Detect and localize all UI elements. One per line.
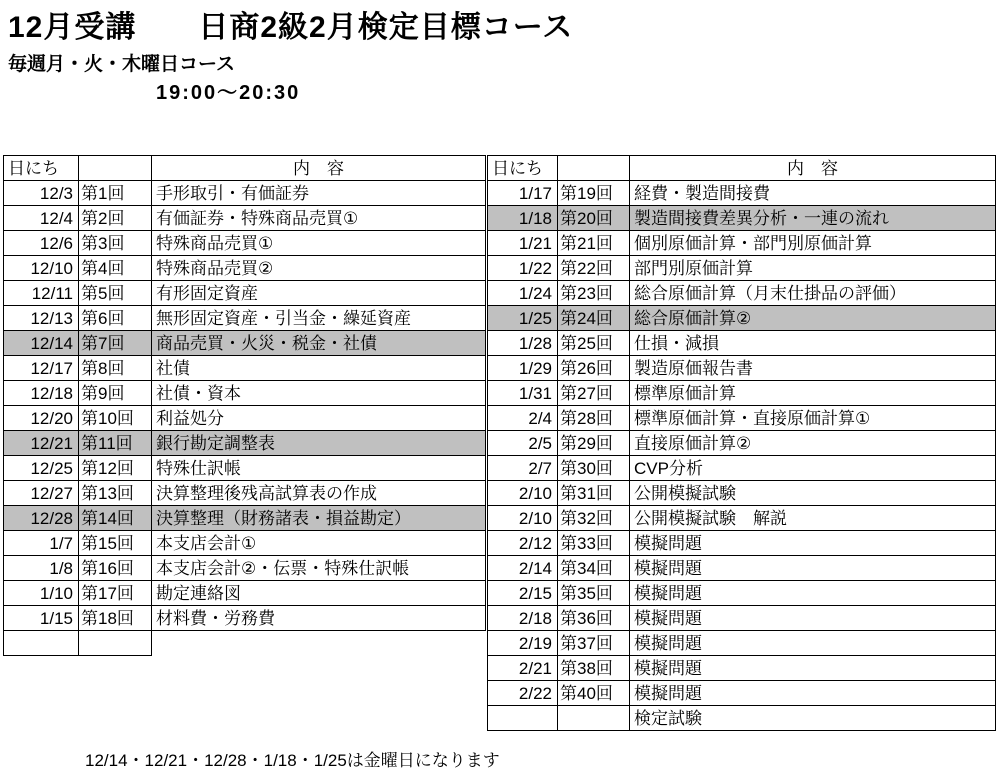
session-cell: 第17回 bbox=[79, 581, 152, 606]
date-cell: 2/10 bbox=[488, 481, 558, 506]
content-cell: 模擬問題 bbox=[630, 556, 996, 581]
session-cell: 第10回 bbox=[79, 406, 152, 431]
content-cell: 模擬問題 bbox=[630, 606, 996, 631]
session-cell: 第19回 bbox=[558, 181, 630, 206]
content-cell: 模擬問題 bbox=[630, 531, 996, 556]
schedule-table-left bbox=[3, 155, 486, 656]
session-cell: 第26回 bbox=[558, 356, 630, 381]
date-cell: 12/21 bbox=[4, 431, 79, 456]
content-cell: 銀行勘定調整表 bbox=[152, 431, 486, 456]
content-cell: 模擬問題 bbox=[630, 681, 996, 706]
session-cell: 第18回 bbox=[79, 606, 152, 631]
session-cell: 第32回 bbox=[558, 506, 630, 531]
content-cell: 個別原価計算・部門別原価計算 bbox=[630, 231, 996, 256]
session-cell: 第6回 bbox=[79, 306, 152, 331]
session-cell: 第20回 bbox=[558, 206, 630, 231]
session-cell: 第2回 bbox=[79, 206, 152, 231]
session-cell: 第40回 bbox=[558, 681, 630, 706]
course-time: 19:00～20:30 bbox=[156, 82, 301, 104]
session-cell: 第36回 bbox=[558, 606, 630, 631]
session-cell: 第25回 bbox=[558, 331, 630, 356]
date-cell: 12/28 bbox=[4, 506, 79, 531]
date-cell: 2/15 bbox=[488, 581, 558, 606]
session-cell bbox=[558, 706, 630, 731]
content-cell: 特殊商品売買② bbox=[152, 256, 486, 281]
date-cell: 12/18 bbox=[4, 381, 79, 406]
header-date-cell: 日にち bbox=[488, 156, 558, 181]
page-title: 12月受講 日商2級2月検定目標コース bbox=[8, 11, 574, 44]
date-cell: 2/4 bbox=[488, 406, 558, 431]
content-cell: 社債 bbox=[152, 356, 486, 381]
header-content-cell: 内 容 bbox=[630, 156, 996, 181]
session-cell: 第3回 bbox=[79, 231, 152, 256]
header-date-cell: 日にち bbox=[4, 156, 79, 181]
content-cell: 社債・資本 bbox=[152, 381, 486, 406]
session-cell: 第38回 bbox=[558, 656, 630, 681]
content-cell: 模擬問題 bbox=[630, 631, 996, 656]
header-session-cell bbox=[79, 156, 152, 181]
session-cell: 第14回 bbox=[79, 506, 152, 531]
date-cell: 2/19 bbox=[488, 631, 558, 656]
date-cell: 1/24 bbox=[488, 281, 558, 306]
session-cell: 第8回 bbox=[79, 356, 152, 381]
session-cell: 第5回 bbox=[79, 281, 152, 306]
date-cell bbox=[4, 631, 79, 656]
content-cell: 特殊商品売買① bbox=[152, 231, 486, 256]
schedule-table-right bbox=[487, 155, 996, 731]
content-cell: 総合原価計算② bbox=[630, 306, 996, 331]
content-cell: 有形固定資産 bbox=[152, 281, 486, 306]
date-cell bbox=[488, 706, 558, 731]
date-cell: 12/27 bbox=[4, 481, 79, 506]
date-cell: 1/7 bbox=[4, 531, 79, 556]
content-cell: CVP分析 bbox=[630, 456, 996, 481]
date-cell: 1/10 bbox=[4, 581, 79, 606]
session-cell: 第4回 bbox=[79, 256, 152, 281]
date-cell: 1/17 bbox=[488, 181, 558, 206]
session-cell: 第15回 bbox=[79, 531, 152, 556]
content-cell: 無形固定資産・引当金・繰延資産 bbox=[152, 306, 486, 331]
date-cell: 12/10 bbox=[4, 256, 79, 281]
content-cell: 標準原価計算・直接原価計算① bbox=[630, 406, 996, 431]
date-cell: 1/22 bbox=[488, 256, 558, 281]
date-cell: 12/14 bbox=[4, 331, 79, 356]
content-cell: 手形取引・有価証券 bbox=[152, 181, 486, 206]
content-cell: 有価証券・特殊商品売買① bbox=[152, 206, 486, 231]
header-session-cell bbox=[558, 156, 630, 181]
session-cell: 第30回 bbox=[558, 456, 630, 481]
date-cell: 12/20 bbox=[4, 406, 79, 431]
date-cell: 2/14 bbox=[488, 556, 558, 581]
content-cell: 特殊仕訳帳 bbox=[152, 456, 486, 481]
date-cell: 2/18 bbox=[488, 606, 558, 631]
content-cell: 経費・製造間接費 bbox=[630, 181, 996, 206]
content-cell: 本支店会計②・伝票・特殊仕訳帳 bbox=[152, 556, 486, 581]
session-cell: 第31回 bbox=[558, 481, 630, 506]
date-cell: 1/29 bbox=[488, 356, 558, 381]
session-cell: 第33回 bbox=[558, 531, 630, 556]
content-cell: 公開模擬試験 解説 bbox=[630, 506, 996, 531]
header-content-cell: 内 容 bbox=[152, 156, 486, 181]
date-cell: 12/17 bbox=[4, 356, 79, 381]
course-days: 毎週月・火・木曜日コース bbox=[8, 54, 236, 75]
date-cell: 1/28 bbox=[488, 331, 558, 356]
date-cell: 12/13 bbox=[4, 306, 79, 331]
session-cell: 第34回 bbox=[558, 556, 630, 581]
content-cell: 商品売買・火災・税金・社債 bbox=[152, 331, 486, 356]
content-cell: 決算整理（財務諸表・損益勘定） bbox=[152, 506, 486, 531]
session-cell: 第37回 bbox=[558, 631, 630, 656]
content-cell: 本支店会計① bbox=[152, 531, 486, 556]
session-cell: 第29回 bbox=[558, 431, 630, 456]
date-cell: 2/22 bbox=[488, 681, 558, 706]
date-cell: 2/10 bbox=[488, 506, 558, 531]
date-cell: 1/31 bbox=[488, 381, 558, 406]
content-cell: 部門別原価計算 bbox=[630, 256, 996, 281]
date-cell: 12/6 bbox=[4, 231, 79, 256]
session-cell: 第12回 bbox=[79, 456, 152, 481]
content-cell: 勘定連絡図 bbox=[152, 581, 486, 606]
session-cell: 第11回 bbox=[79, 431, 152, 456]
date-cell: 12/11 bbox=[4, 281, 79, 306]
session-cell: 第27回 bbox=[558, 381, 630, 406]
date-cell: 1/25 bbox=[488, 306, 558, 331]
content-cell: 公開模擬試験 bbox=[630, 481, 996, 506]
friday-note: 12/14・12/21・12/28・1/18・1/25は金曜日になります bbox=[85, 751, 500, 770]
content-cell: 検定試験 bbox=[630, 706, 996, 731]
session-cell: 第13回 bbox=[79, 481, 152, 506]
content-cell: 仕損・減損 bbox=[630, 331, 996, 356]
date-cell: 12/25 bbox=[4, 456, 79, 481]
date-cell: 12/4 bbox=[4, 206, 79, 231]
content-cell: 模擬問題 bbox=[630, 656, 996, 681]
session-cell: 第28回 bbox=[558, 406, 630, 431]
content-cell: 総合原価計算（月末仕掛品の評価） bbox=[630, 281, 996, 306]
session-cell: 第22回 bbox=[558, 256, 630, 281]
session-cell: 第35回 bbox=[558, 581, 630, 606]
session-cell: 第1回 bbox=[79, 181, 152, 206]
content-cell: 利益処分 bbox=[152, 406, 486, 431]
date-cell: 12/3 bbox=[4, 181, 79, 206]
date-cell: 2/5 bbox=[488, 431, 558, 456]
session-cell: 第24回 bbox=[558, 306, 630, 331]
content-cell: 材料費・労務費 bbox=[152, 606, 486, 631]
date-cell: 1/21 bbox=[488, 231, 558, 256]
session-cell: 第23回 bbox=[558, 281, 630, 306]
session-cell bbox=[79, 631, 152, 656]
session-cell: 第21回 bbox=[558, 231, 630, 256]
date-cell: 2/12 bbox=[488, 531, 558, 556]
date-cell: 1/15 bbox=[4, 606, 79, 631]
content-cell: 決算整理後残高試算表の作成 bbox=[152, 481, 486, 506]
session-cell: 第7回 bbox=[79, 331, 152, 356]
empty-area bbox=[152, 631, 486, 656]
date-cell: 1/8 bbox=[4, 556, 79, 581]
date-cell: 2/21 bbox=[488, 656, 558, 681]
content-cell: 直接原価計算② bbox=[630, 431, 996, 456]
date-cell: 1/18 bbox=[488, 206, 558, 231]
session-cell: 第9回 bbox=[79, 381, 152, 406]
content-cell: 標準原価計算 bbox=[630, 381, 996, 406]
content-cell: 製造原価報告書 bbox=[630, 356, 996, 381]
content-cell: 模擬問題 bbox=[630, 581, 996, 606]
date-cell: 2/7 bbox=[488, 456, 558, 481]
session-cell: 第16回 bbox=[79, 556, 152, 581]
content-cell: 製造間接費差異分析・一連の流れ bbox=[630, 206, 996, 231]
